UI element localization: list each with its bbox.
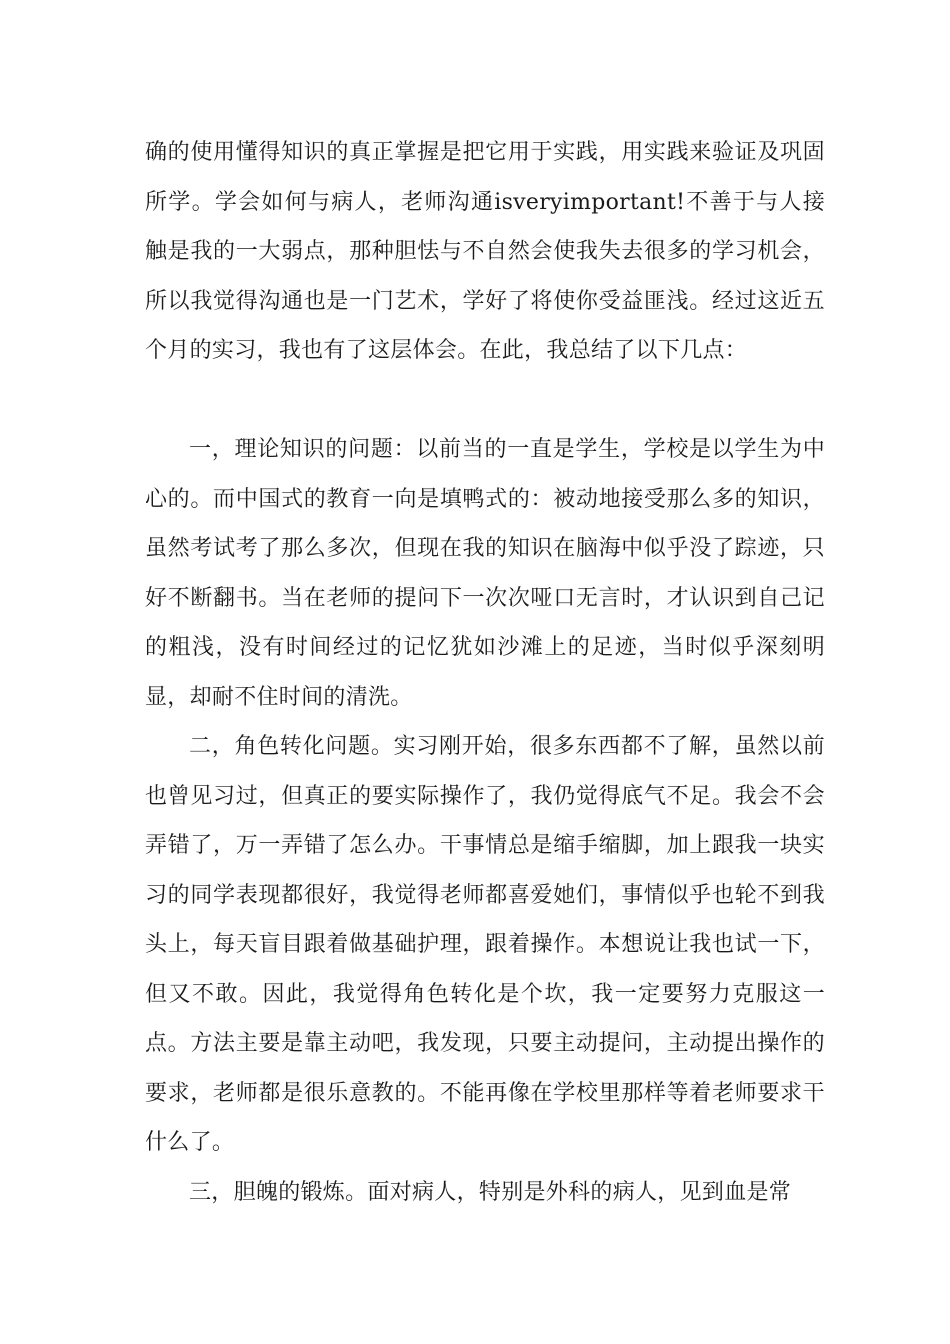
paragraph-theory-knowledge: 一，理论知识的问题：以前当的一直是学生，学校是以学生为中心的。而中国式的教育一向是填鸭式的：被动地接受那么多的知识，虽然考试考了那么多次，但现在我的知识在脑海中似乎没了踪迹，只好不断翻书。当在老师的提问下一次次哑口无言时，才认识到自己记的粗浅，没有时间经过的记忆犹如沙滩上的足迹，当时似乎深刻明显，却耐不住时间的清洗。: [145, 437, 825, 710]
numbered-paragraphs: [145, 425, 825, 1217]
paragraph-role-change: 二，角色转化问题。实习刚开始，很多东西都不了解，虽然以前也曾见习过，但真正的要实际操作了，我仍觉得底气不足。我会不会弄错了，万一弄错了怎么办。干事情总是缩手缩脚，加上跟我一块实习的同学表现都很好，我觉得老师都喜爱她们，事情似乎也轮不到我头上，每天盲目跟着做基础护理，跟着操作。本想说让我也试一下，但又不敢。因此，我觉得角色转化是个坎，我一定要努力克服这一点。方法主要是靠主动吧，我发现，只要主动提问，主动提出操作的要求，老师都是很乐意教的。不能再像在学校里那样等着老师要求干什么了。: [145, 734, 825, 1155]
paragraph-courage: 三，胆魄的锻炼。面对病人，特别是外科的病人，见到血是常: [189, 1179, 792, 1205]
intro-paragraph: 确的使用懂得知识的真正掌握是把它用于实践，用实践来验证及巩固所学。学会如何与病人，老师沟通isveryimportant!不善于与人接触是我的一大弱点，那种胆怯与不自然会使我失去很多的学习机会，所以我觉得沟通也是一门艺术，学好了将使你受益匪浅。经过这近五个月的实习，我也有了这层体会。在此，我总结了以下几点：: [145, 140, 825, 363]
